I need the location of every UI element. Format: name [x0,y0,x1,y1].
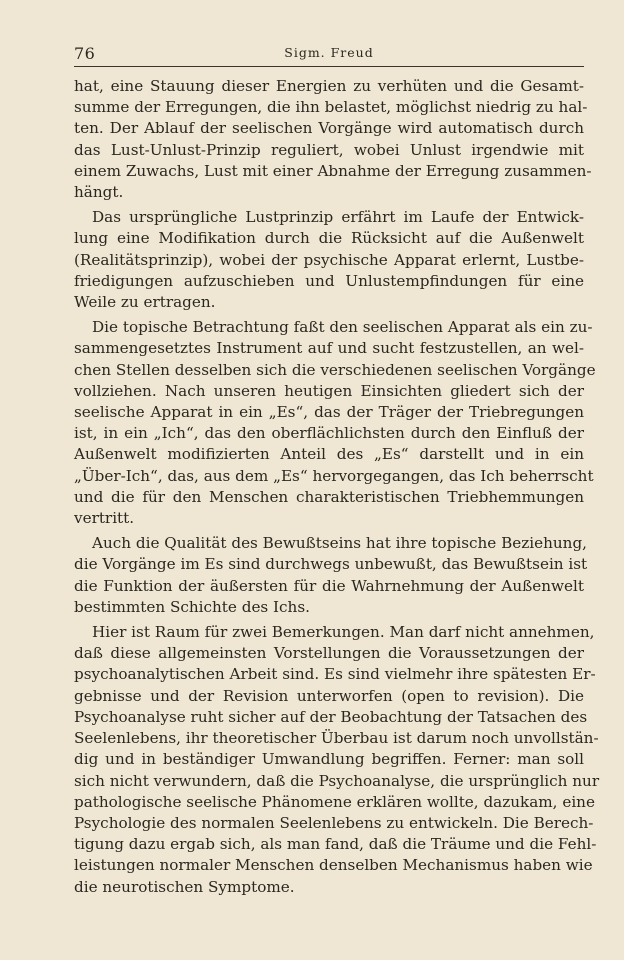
text-line: tigung dazu ergab sich, als man fand, daß die Träume und die Fehl- [74,835,597,854]
text-line: bestimmten Schichte des Ichs. [74,597,310,616]
text-line: ten. Der Ablauf der seelischen Vorgänge wird automatisch durch [74,119,584,138]
text-line: ist, in ein „Ich“, das den oberflächlichsten durch den Einfluß der [74,424,584,443]
text-line: und die für den Menschen charakteristischen Triebhemmungen [74,487,584,506]
text-line: sich nicht verwundern, daß die Psychoanalyse, die ursprünglich nur [74,771,600,790]
text-line: Auch die Qualität des Bewußtseins hat ihre topische Beziehung, [92,534,587,553]
text-line: leistungen normaler Menschen denselben Mechanismus haben wie [74,856,593,875]
text-line: hat, eine Stauung dieser Energien zu verhüten und die Gesamt- [74,77,584,95]
page-number: 76 [74,44,96,63]
text-line: Seelenlebens, ihr theoretischer Überbau ist darum noch unvollstän- [74,729,599,748]
text-line: hängt. [74,183,124,202]
page-header [74,42,584,67]
text-line: dig und in beständiger Umwandlung begriffen. Ferner: man soll [74,750,584,769]
text-line: chen Stellen desselben sich die verschiedenen seelischen Vorgänge [74,360,596,379]
text-line: summe der Erregungen, die ihn belastet, möglichst niedrig zu hal- [74,98,588,117]
text-line: Das ursprüngliche Lustprinzip erfährt im Laufe der Entwick- [92,208,584,227]
paragraph [74,317,596,529]
text-line: einem Zuwachs, Lust mit einer Abnahme der Erregung zusammen- [74,161,592,180]
text-line: lung eine Modifikation durch die Rücksicht auf die Außenwelt [74,229,584,248]
text-line: Psychologie des normalen Seelenlebens zu entwickeln. Die Berech- [74,813,594,832]
text-line: gebnisse und der Revision unterworfen (open to revision). Die [74,686,584,705]
text-line: Weile zu ertragen. [74,293,216,312]
text-line: (Realitätsprinzip), wobei der psychische Apparat erlernt, Lustbe- [74,250,584,269]
text-line: die Funktion der äußersten für die Wahrnehmung der Außenwelt [74,576,584,595]
paragraph [74,76,592,203]
page-body [74,76,600,902]
text-line: sammengesetztes Instrument auf und sucht festzustellen, an wel- [74,339,584,358]
text-line: vertritt. [74,509,135,528]
text-line: psychoanalytischen Arbeit sind. Es sind vielmehr ihre spätesten Er- [74,665,596,684]
text-line: das Lust-Unlust-Prinzip reguliert, wobei Unlust irgendwie mit [74,140,584,159]
text-line: „Über-Ich“, das, aus dem „Es“ hervorgegangen, das Ich beherrscht [74,466,594,485]
text-line: die neurotischen Symptome. [74,877,295,896]
paragraph [74,207,584,313]
text-line: Psychoanalyse ruht sicher auf der Beobachtung der Tatsachen des [74,707,588,726]
text-line: vollziehen. Nach unseren heutigen Einsichten gliedert sich der [74,381,584,400]
text-line: daß diese allgemeinsten Vorstellungen die Voraussetzungen der [74,644,584,663]
text-line: seelische Apparat in ein „Es“, das der Träger der Triebregungen [74,403,584,422]
text-line: friedigungen aufzuschieben und Unlustempfindungen für eine [74,271,584,290]
text-line: pathologische seelische Phänomene erklären wollte, dazukam, eine [74,792,595,811]
running-head: Sigm. Freud [284,45,374,60]
text-line: die Vorgänge im Es sind durchwegs unbewußt, das Bewußtsein ist [74,555,588,574]
text-line: Außenwelt modifizierten Anteil des „Es“ darstellt und in ein [74,445,584,464]
paragraph [74,622,600,898]
text-line: Die topische Betrachtung faßt den seelischen Apparat als ein zu- [92,318,593,337]
paragraph [74,533,588,618]
text-line: Hier ist Raum für zwei Bemerkungen. Man darf nicht annehmen, [92,623,595,642]
